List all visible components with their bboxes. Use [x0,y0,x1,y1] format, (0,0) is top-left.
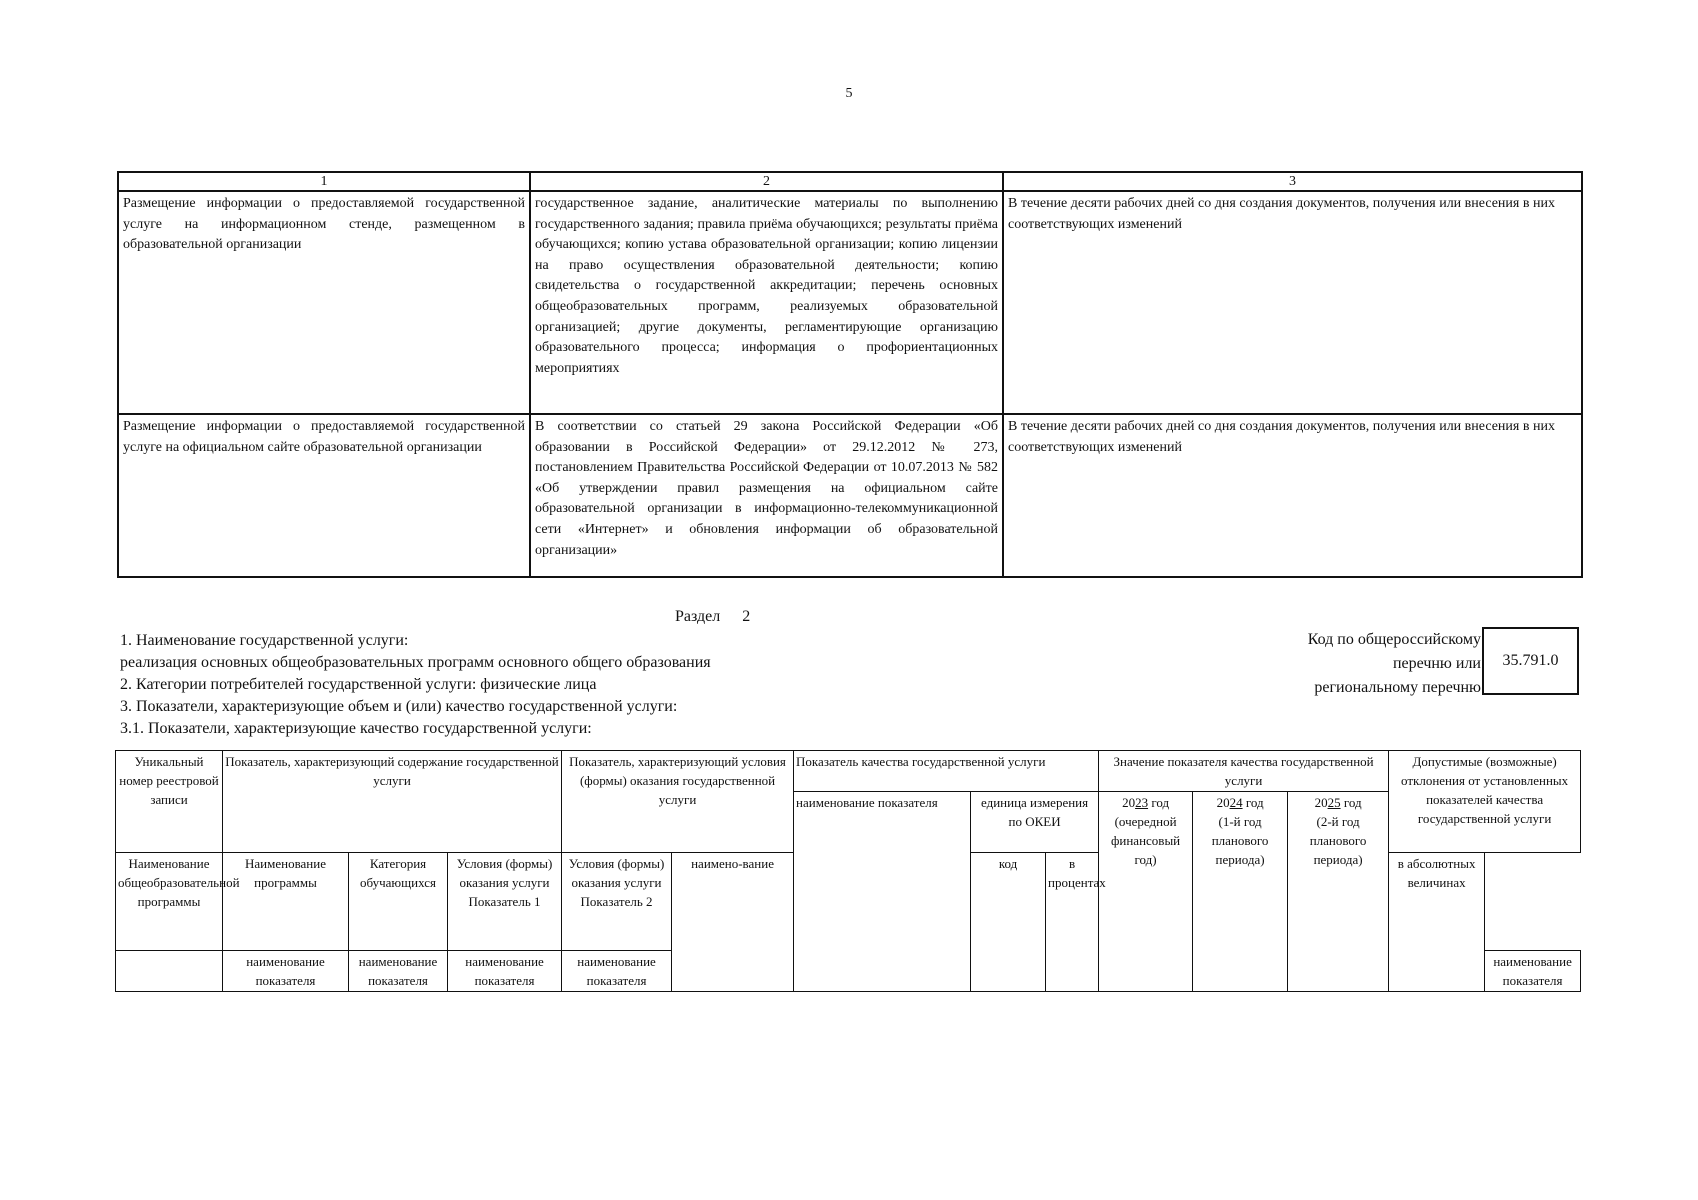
code-label-line: перечню или [1392,655,1481,672]
year-prefix: 20 [1314,795,1328,810]
sub-name-header: наименование показателя [562,951,672,992]
section-label: Раздел [675,608,721,625]
year-period-label: (2-й год планового периода) [1309,814,1367,867]
method-cell: Размещение информации о предоставляемой государственной услуге на информационном стенде, размещенном в образовательной организации [118,191,530,414]
year-3-header [1288,792,1389,992]
year-prefix: 20 [1216,795,1230,810]
column-number-1: 1 [118,172,530,191]
registry-code-box: 35.791.0 [1482,627,1579,695]
page-number: 5 [845,86,853,101]
service-name-value: реализация основных общеобразовательных программ основного общего образования [120,654,711,671]
method-cell: Размещение информации о предоставляемой государственной услуге на официальном сайте образовательной организации [118,414,530,577]
student-category-header: Категория обучающихся [349,853,448,951]
section-number: 2 [742,608,751,625]
frequency-cell: В течение десяти рабочих дней со дня создания документов, получения или внесения в них соответствующих изменений [1003,414,1582,577]
unique-number-header: Уникальный номер реестровой записи [116,751,223,853]
service-name-label: 1. Наименование государственной услуги: [120,632,409,649]
section-title [675,608,750,626]
year-value: 23 [1135,795,1149,810]
quality-value-header: Значение показателя качества государственной услуги [1099,751,1389,792]
quality-indicators-heading: 3.1. Показатели, характеризующие качество государственной услуги: [120,720,592,737]
deviations-header: Допустимые (возможные) отклонения от установленных показателей качества государственной услуги [1389,751,1581,853]
content-indicator-header: Показатель, характеризующий содержание государственной услуги [223,751,562,853]
column-number-3: 3 [1003,172,1582,191]
column-number-2: 2 [530,172,1003,191]
table-row [118,414,1582,577]
program-name-header: Наименование общеобразовательной программы [116,853,223,951]
unique-number-filler [116,951,223,992]
table-row [118,191,1582,414]
quality-indicators-table [115,750,1581,992]
condition-2-header: Условия (формы) оказания услуги Показатель 2 [562,853,672,951]
year-1-header [1099,792,1193,992]
quality-indicator-header: Показатель качества государственной услуги [794,751,1099,792]
percent-header: в процентах [1046,853,1099,992]
condition-1-header: Условия (формы) оказания услуги Показатель 1 [448,853,562,951]
absolute-header: в абсолютных величинах [1389,853,1485,992]
table-header-row [116,751,1581,792]
year-suffix: год [1148,795,1170,810]
table-header-row [118,172,1582,191]
year-value: 25 [1327,795,1341,810]
code-label-line: Код по общероссийскому [1307,631,1481,648]
conditions-indicator-header: Показатель, характеризующий условия (формы) оказания государственной услуги [562,751,794,853]
sub-name-header: наименование показателя [223,951,349,992]
indicators-heading: 3. Показатели, характеризующие объем и (или) качество государственной услуги: [120,698,678,715]
unit-header: единица измерения по ОКЕИ [971,792,1099,853]
sub-name-header: наименование показателя [349,951,448,992]
code-label-line: региональному перечню [1314,679,1481,696]
frequency-cell: В течение десяти рабочих дней со дня создания документов, получения или внесения в них соответствующих изменений [1003,191,1582,414]
consumer-categories: 2. Категории потребителей государственной услуги: физические лица [120,676,597,693]
program-header: Наименование программы [223,853,349,951]
year-period-label: (очередной финансовый год) [1110,814,1181,867]
content-cell: В соответствии со статьей 29 закона Российской Федерации «Об образовании в Российской Федерации» от 29.12.2012 № 273, постановлением Правительства Российской Федерации от 10.07.2013 № 582 «Об утверждении правил размещения на официальном сайте образовательной организации в информационно-телекоммуникационной сети «Интернет» и обновления информации об образовательной организации» [530,414,1003,577]
year-prefix: 20 [1122,795,1136,810]
year-period-label: (1-й год планового периода) [1211,814,1269,867]
year-2-header [1193,792,1288,992]
year-suffix: год [1340,795,1362,810]
info-methods-table [117,171,1583,578]
unit-name-header: наимено-вание [672,853,794,992]
unit-code-header: код [971,853,1046,992]
indicator-name-header: наименование показателя [794,792,971,992]
sub-name-header: наименование показателя [1485,951,1581,992]
content-cell: государственное задание, аналитические материалы по выполнению государственного задания; правила приёма обучающихся; результаты приёма обучающихся; копию устава образовательной организации; копию лицензии на право осуществления образовательной деятельности; копию свидетельства о государственной аккредитации; перечень основных общеобразовательных программ, реализуемых образовательной организацией; другие документы, регламентирующие организацию образовательного процесса; информация о профориентационных мероприятиях [530,191,1003,414]
year-suffix: год [1242,795,1264,810]
year-value: 24 [1229,795,1243,810]
sub-name-header: наименование показателя [448,951,562,992]
